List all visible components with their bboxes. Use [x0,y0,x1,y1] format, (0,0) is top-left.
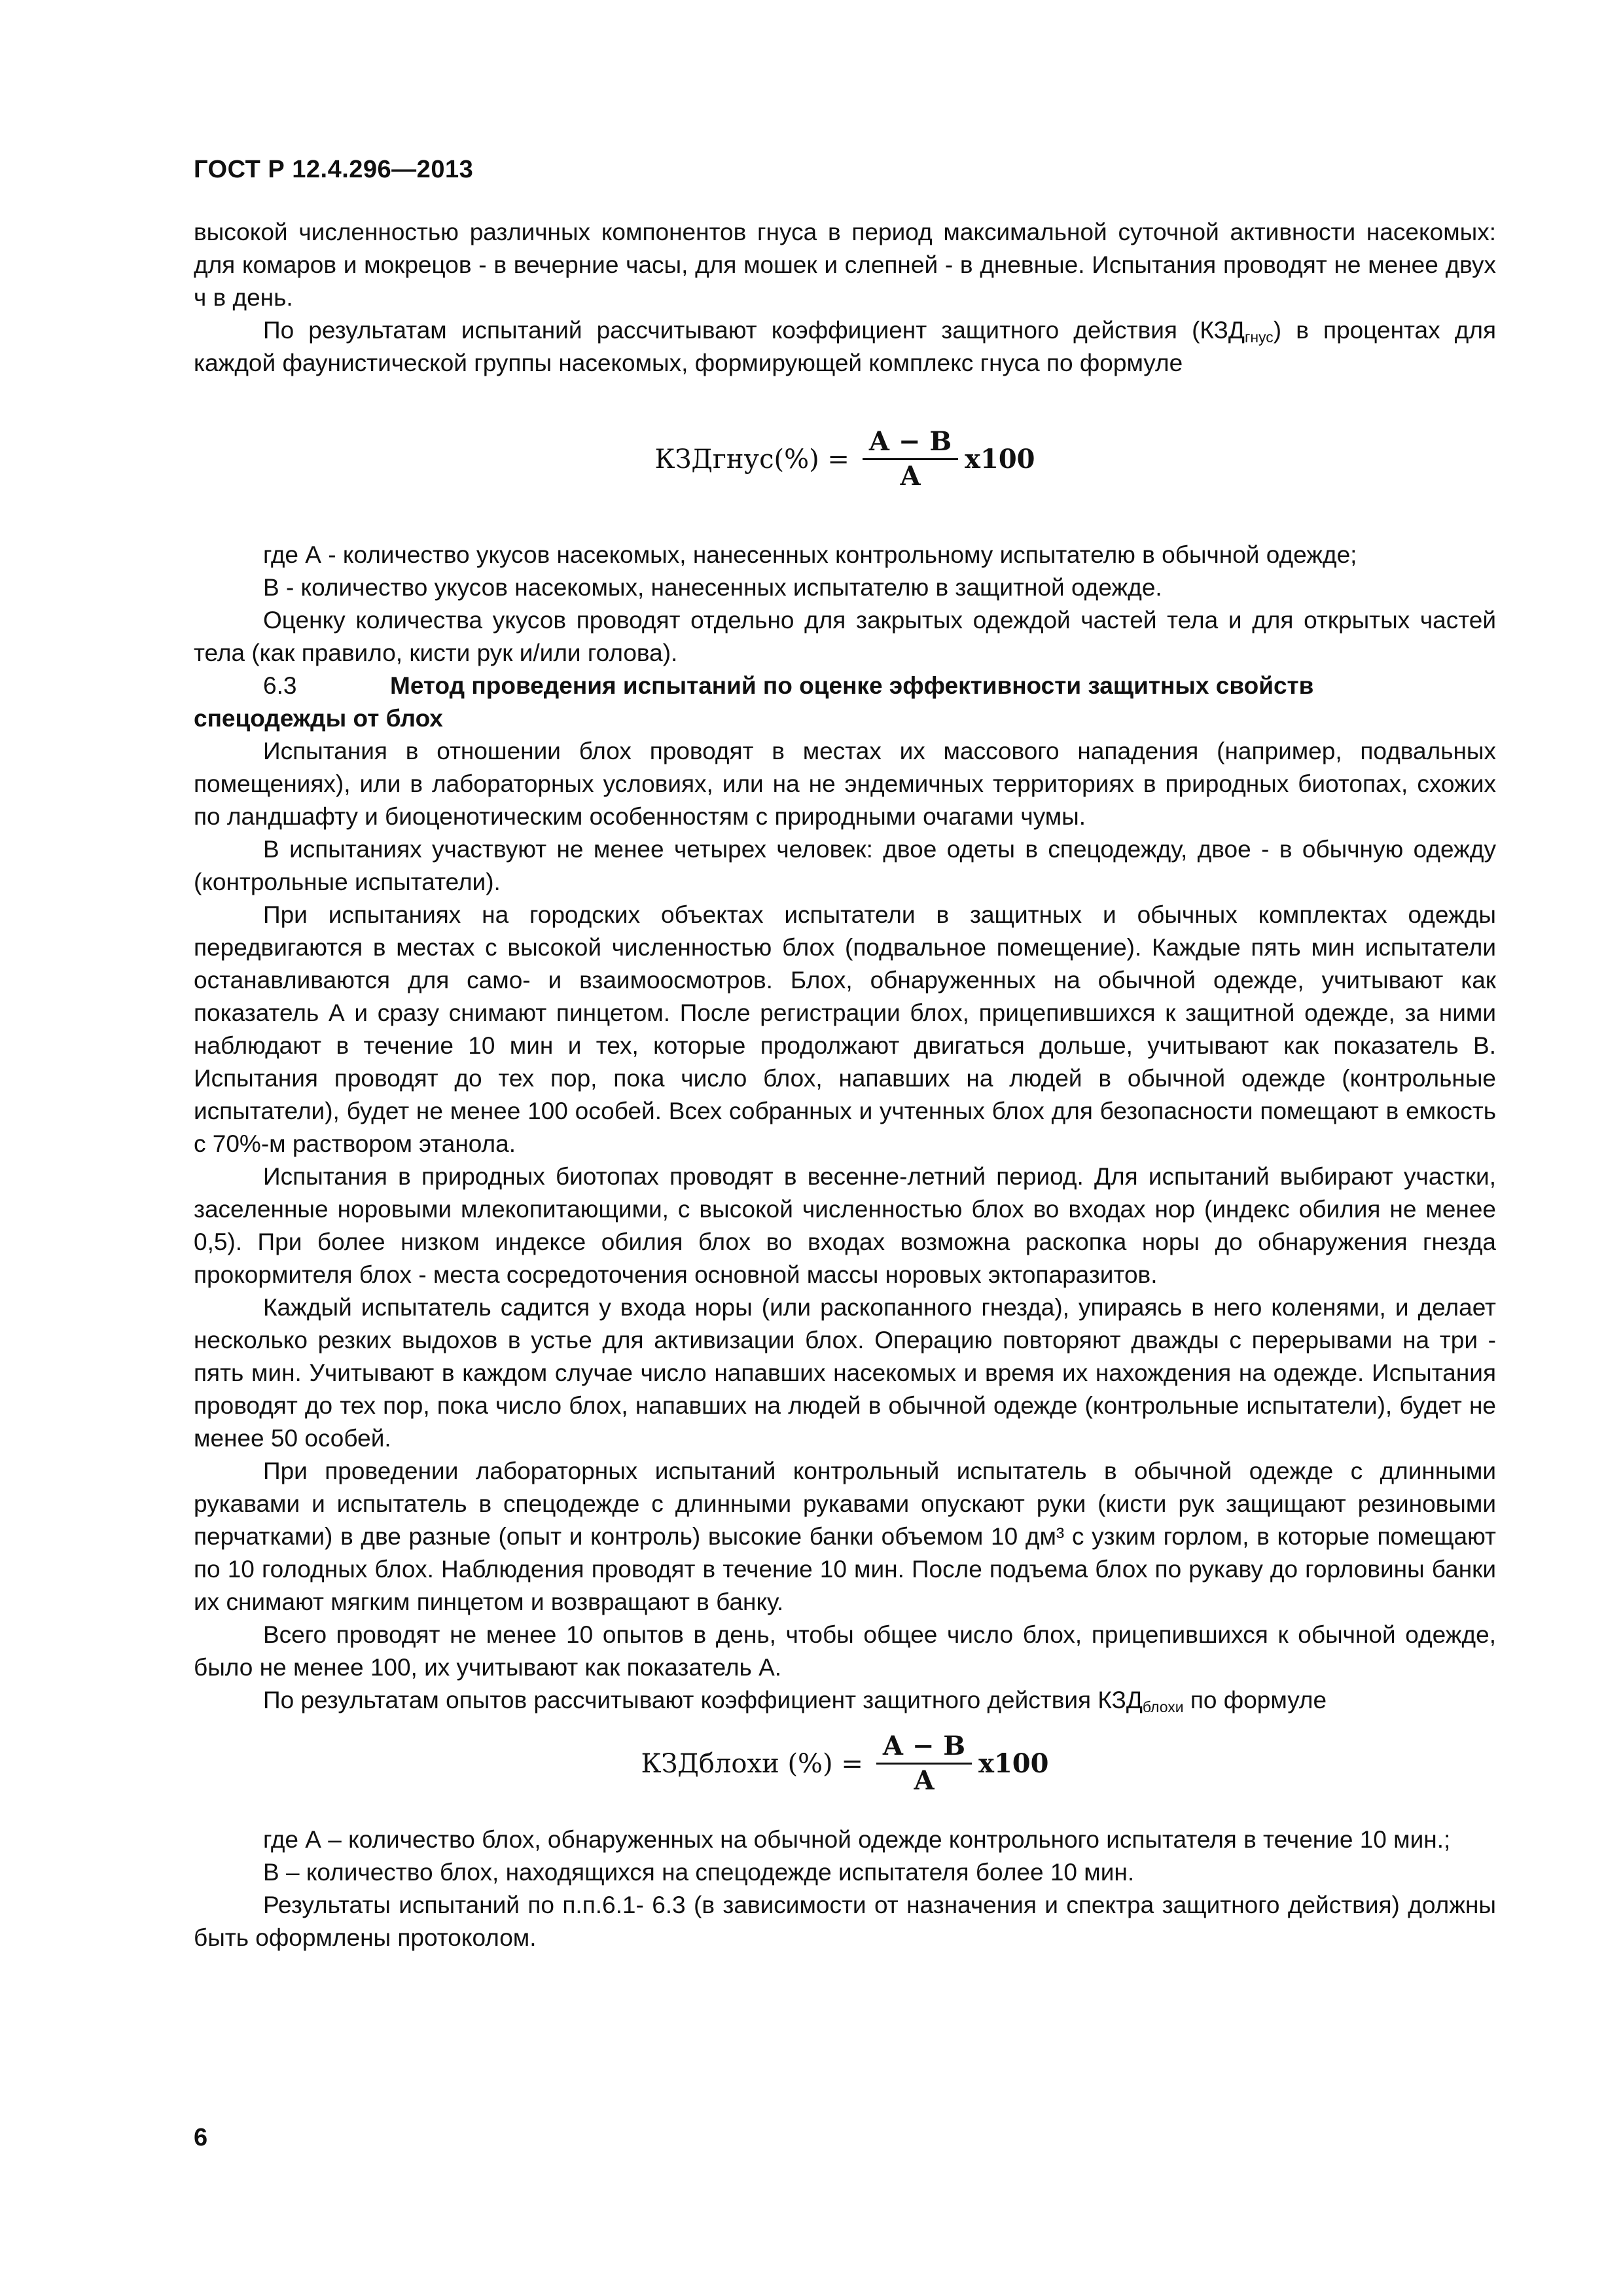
paragraph-continuation: высокой численностью различных компонентов гнуса в период максимальной суточной активности насекомых: для комаров и мокрецов - в вечерние часы, для мошек и слепней - в дневные. Испытания проводят не менее двух ч в день. [194,219,1496,311]
paragraph-natural-biotopes: Испытания в природных биотопах проводят в весенне-летний период. Для испытаний выбирают участки, заселенные норовыми млекопитающими, с высокой численностью блох во входах нор (индекс обилия не менее 0,5). При более низком индексе обилия блох во входах возможна раскопка норы до обнаружения гнезда прокормителя блох - места сосредоточения основной массы норовых эктопаразитов. [194,1163,1496,1288]
formula-fraction [876,1730,972,1797]
paragraph-def-b: В - количество укусов насекомых, нанесенных испытателю в защитной одежде. [263,574,1162,601]
paragraph-lab-tests: При проведении лабораторных испытаний контрольный испытатель в обычной одежде с длинными рукавами и испытатель в спецодежде с длинными рукавами опускают руки (кисти рук защищают резиновыми перчатками) в две разные (опыт и контроль) высокие банки объемом 10 дм³ с узким горлом, в которые помещают по 10 голодных блох. Наблюдения проводят в течение 10 мин. После подъема блох по рукаву до горловины банки их снимают мягким пинцетом и возвращают в банку. [194,1458,1496,1615]
formula-numerator: A − B [868,426,952,457]
section-heading [194,670,1496,702]
subscript-blohi: блохи [1142,1698,1184,1715]
section-title: Метод проведения испытаний по оценке эффективности защитных свойств [390,672,1314,699]
formula-multiplier: x100 [978,1748,1049,1779]
section-number: 6.3 [263,672,297,699]
formula-kzd-blohi [194,1730,1496,1797]
formula-numerator: A − B [882,1731,966,1761]
paragraph-flea-places: Испытания в отношении блох проводят в местах их массового нападения (например, подвальных помещениях), или в лабораторных условиях, или на не эндемичных территориях в природных биотопах, схожих по ландшафту и биоценотическим особенностям с природными очагами чумы. [194,738,1496,830]
paragraph-bite-count: Оценку количества укусов проводят отдельно для закрытых одеждой частей тела и для открытых частей тела (как правило, кисти рук и/или голова). [194,607,1496,666]
formula-denominator: A [914,1765,935,1796]
paragraph-experiment-count: Всего проводят не менее 10 опытов в день, чтобы общее число блох, прицепившихся к обычной одежде, было не менее 100, их учитывают как показатель А. [194,1621,1496,1681]
text-run: По результатам опытов рассчитывают коэффициент защитного действия КЗД [263,1687,1143,1713]
section-title-continuation: спецодежды от блох [194,705,443,732]
paragraph-kzd-blohi-intro [194,1684,1496,1717]
formula-denominator: A [900,461,921,492]
paragraph-burrow-procedure: Каждый испытатель садится у входа норы (или раскопанного гнезда), упираясь в него коленями, и делает несколько резких выдохов в устье для активизации блох. Операцию повторяют дважды с перерывами на три - пять мин. Учитывают в каждом случае число напавших насекомых и время их нахождения на одежде. Испытания проводят до тех пор, пока число блох, напавших на людей в обычной одежде (контрольные испытатели), будет не менее 50 особей. [194,1294,1496,1452]
formula-lhs: КЗДгнус(%) = [654,444,849,475]
subscript-gnus: гнус [1244,329,1274,346]
paragraph-participants: В испытаниях участвуют не менее четырех человек: двое одеты в спецодежду, двое - в обычную одежду (контрольные испытатели). [194,836,1496,895]
text-run: ) в процентах для каждой фаунистической группы насекомых, формирующей комплекс гнуса по формуле [194,317,1496,376]
paragraph-results: Результаты испытаний по п.п.6.1- 6.3 (в зависимости от назначения и спектра защитного действия) должны быть оформлены протоколом. [194,1892,1496,1951]
page-number: 6 [194,2124,208,2151]
paragraph-urban-tests: При испытаниях на городских объектах испытатели в защитных и обычных комплектах одежды передвигаются в местах с высокой численностью блох (подвальное помещение). Каждые пять мин испытатели останавливаются для само- и взаимоосмотров. Блох, обнаруженных на обычной одежде, учитывают как показатель А и сразу снимают пинцетом. После регистрации блох, прицепившихся к защитной одежде, за ними наблюдают в течение 10 мин и тех, которые продолжают двигаться дольше, учитывают как показатель В. Испытания проводят до тех пор, пока число блох, напавших на людей в обычной одежде (контрольные испытатели), будет не менее 100 особей. Всех собранных и учтенных блох для безопасности помещают в емкость с 70%-м раствором этанола. [194,901,1496,1157]
paragraph-def-b-flea: В – количество блох, находящихся на спецодежде испытателя более 10 мин. [263,1859,1135,1886]
document-body [194,216,1496,1954]
text-run: по формуле [1183,1687,1327,1713]
formula-kzd-gnus [194,425,1496,493]
text-run: По результатам испытаний рассчитывают коэффициент защитного действия (КЗД [263,317,1245,344]
paragraph-def-a-flea: где А – количество блох, обнаруженных на обычной одежде контрольного испытателя в течение 10 мин.; [263,1826,1451,1853]
formula-multiplier: x100 [965,443,1035,475]
paragraph-kzd-gnus-intro [194,314,1496,380]
paragraph-def-a: где А - количество укусов насекомых, нанесенных контрольному испытателю в обычной одежде; [263,541,1357,568]
formula-fraction [863,425,958,493]
document-header: ГОСТ Р 12.4.296—2013 [194,156,474,183]
formula-lhs: КЗДблохи (%) = [641,1748,863,1779]
